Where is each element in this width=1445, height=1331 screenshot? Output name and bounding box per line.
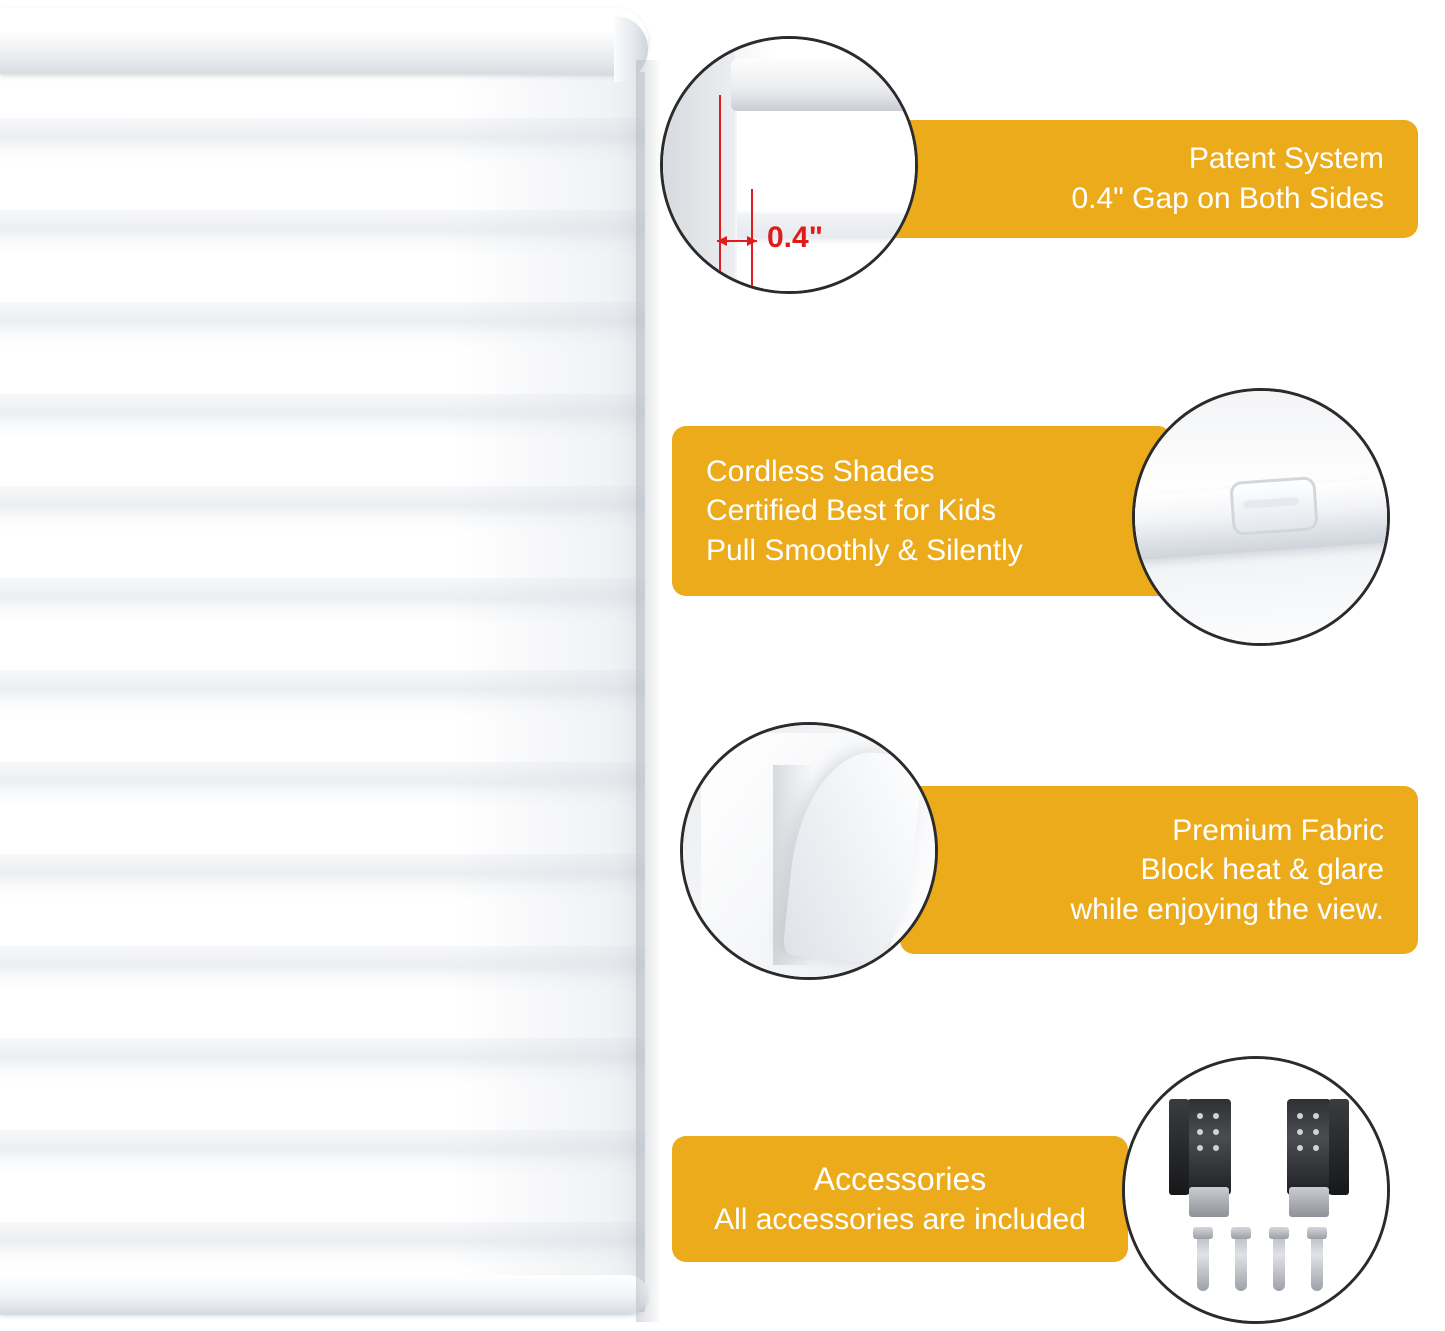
feature-line: All accessories are included	[714, 1203, 1086, 1237]
screw-head	[1193, 1227, 1213, 1239]
feature-line: Certified Best for Kids	[706, 494, 997, 528]
shade-edge-shadow	[636, 60, 660, 1322]
bracket-hole	[1213, 1145, 1219, 1151]
bracket-hole	[1213, 1113, 1219, 1119]
feature-photo-accessories	[1122, 1056, 1390, 1324]
bracket-foot	[1289, 1187, 1329, 1217]
feature-callout-accessories	[672, 1136, 1128, 1262]
screw	[1273, 1235, 1285, 1291]
mounting-bracket-left	[1187, 1099, 1231, 1195]
feature-line: Block heat & glare	[1140, 853, 1384, 887]
screw-head	[1307, 1227, 1327, 1239]
bracket-hole	[1313, 1145, 1319, 1151]
bracket-wing	[1169, 1099, 1189, 1195]
feature-photo-headrail-gap	[660, 36, 918, 294]
feature-photo-bottom-rail-handle	[1132, 388, 1390, 646]
mounting-bracket-right	[1287, 1099, 1331, 1195]
bracket-hole	[1297, 1145, 1303, 1151]
shade-face-closeup	[737, 111, 918, 291]
bracket-hole	[1213, 1129, 1219, 1135]
screw	[1197, 1235, 1209, 1291]
bracket-wing	[1329, 1099, 1349, 1195]
bracket-hole	[1313, 1129, 1319, 1135]
bracket-hole	[1197, 1145, 1203, 1151]
feature-line: Pull Smoothly & Silently	[706, 533, 1023, 567]
feature-callout-cordless-shades	[672, 426, 1172, 596]
screw-head	[1231, 1227, 1251, 1239]
dimension-arrow-icon	[715, 235, 759, 247]
shade-fabric	[0, 72, 645, 1312]
screw	[1311, 1235, 1323, 1291]
shade-headrail	[0, 8, 648, 74]
bracket-hole	[1197, 1129, 1203, 1135]
screw	[1235, 1235, 1247, 1291]
feature-line: Patent System	[1188, 142, 1384, 176]
feature-line: Premium Fabric	[1172, 813, 1384, 847]
feature-line: Accessories	[813, 1161, 987, 1198]
bracket-hole	[1297, 1129, 1303, 1135]
product-photo	[0, 0, 660, 1331]
screw-head	[1269, 1227, 1289, 1239]
feature-line: 0.4" Gap on Both Sides	[1071, 182, 1384, 215]
feature-callout-patent-system	[846, 120, 1418, 238]
headrail-closeup	[731, 59, 918, 111]
feature-callout-premium-fabric	[900, 786, 1418, 954]
feature-photo-fabric-layers	[680, 722, 938, 980]
feature-line: while enjoying the view.	[1070, 892, 1384, 926]
bracket-hole	[1313, 1113, 1319, 1119]
bracket-hole	[1297, 1113, 1303, 1119]
wall-surface	[663, 39, 735, 291]
feature-line: Cordless Shades	[706, 454, 935, 488]
dimension-label: 0.4"	[767, 221, 823, 254]
bracket-foot	[1189, 1187, 1229, 1217]
bracket-hole	[1197, 1113, 1203, 1119]
measure-line-left	[719, 95, 721, 291]
shade-bottom-rail	[0, 1275, 648, 1315]
